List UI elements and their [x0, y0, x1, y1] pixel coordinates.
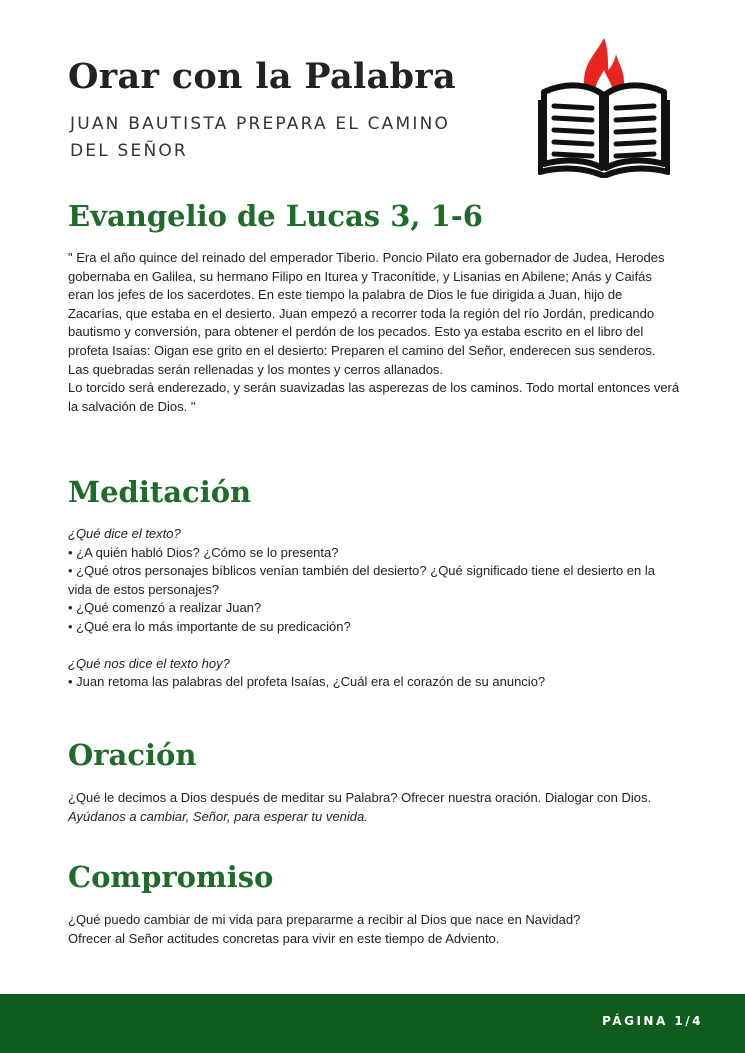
list-item: • ¿Qué comenzó a realizar Juan? [68, 600, 262, 616]
gospel-heading: Evangelio de Lucas 3, 1-6 [68, 199, 483, 233]
commitment-heading: Compromiso [68, 860, 274, 894]
prayer-heading: Oración [68, 738, 197, 772]
list-item: • ¿Qué otros personajes bíblicos venían también del desierto? ¿Qué significado tiene el desierto en la vida de estos personajes? [68, 563, 655, 597]
meditation-heading: Meditación [68, 475, 252, 509]
prayer-text: ¿Qué le decimos a Dios después de meditar su Palabra? Ofrecer nuestra oración. Dialogar con Dios. [68, 790, 652, 805]
list-item: • ¿Qué era lo más importante de su predicación? [68, 618, 351, 634]
prayer-section [68, 789, 680, 826]
commitment-text: Ofrecer al Señor actitudes concretas para vivir en este tiempo de Adviento. [68, 930, 500, 946]
page-title: Orar con la Palabra [68, 56, 456, 97]
meditation-question-title: ¿Qué nos dice el texto hoy? [68, 655, 230, 671]
commitment-section [68, 911, 680, 948]
gospel-text [68, 249, 680, 416]
list-item: • Juan retoma las palabras del profeta Isaías, ¿Cuál era el corazón de su anuncio? [68, 674, 546, 690]
list-item: • ¿A quién habló Dios? ¿Cómo se lo presenta? [68, 544, 339, 560]
bible-flame-icon [538, 36, 670, 178]
page-subtitle: JUAN BAUTISTA PREPARA EL CAMINO DEL SEÑOR [70, 114, 451, 161]
page-number: PÁGINA 1/4 [602, 1014, 703, 1028]
meditation-question-title: ¿Qué dice el texto? [68, 526, 181, 541]
gospel-passage: " Era el año quince del reinado del emperador Tiberio. Poncio Pilato era gobernador de Judea, Herodes gobernaba en Galilea, su hermano Filipo en Iturea y Traconítide, y Lisanias en Abilene; Anás y Caifás eran los jefes de los sacerdotes. En este tiempo la palabra de Dios le fue dirigida a Juan, hijo de Zacarías, que estaba en el desierto. Juan empezó a recorrer toda la región del río Jordán, predicando bautismo y conversión, para obtener el perdón de los pecados. Esto ya estaba escrito en el libro del profeta Isaías: Oigan ese grito en el desierto: Preparen el camino del Señor, enderecen sus senderos. Las quebradas serán rellenadas y los montes y cerros allanados. [68, 250, 665, 377]
meditation-section [68, 525, 680, 692]
commitment-text: ¿Qué puedo cambiar de mi vida para prepararme a recibir al Dios que nace en Navidad? [68, 912, 581, 927]
footer-bar [0, 994, 745, 1053]
prayer-invocation: Ayúdanos a cambiar, Señor, para esperar tu venida. [68, 808, 368, 824]
gospel-passage-cont: Lo torcido será enderezado, y serán suavizadas las asperezas de los caminos. Todo mortal entonces verá la salvación de Dios. " [68, 380, 680, 414]
